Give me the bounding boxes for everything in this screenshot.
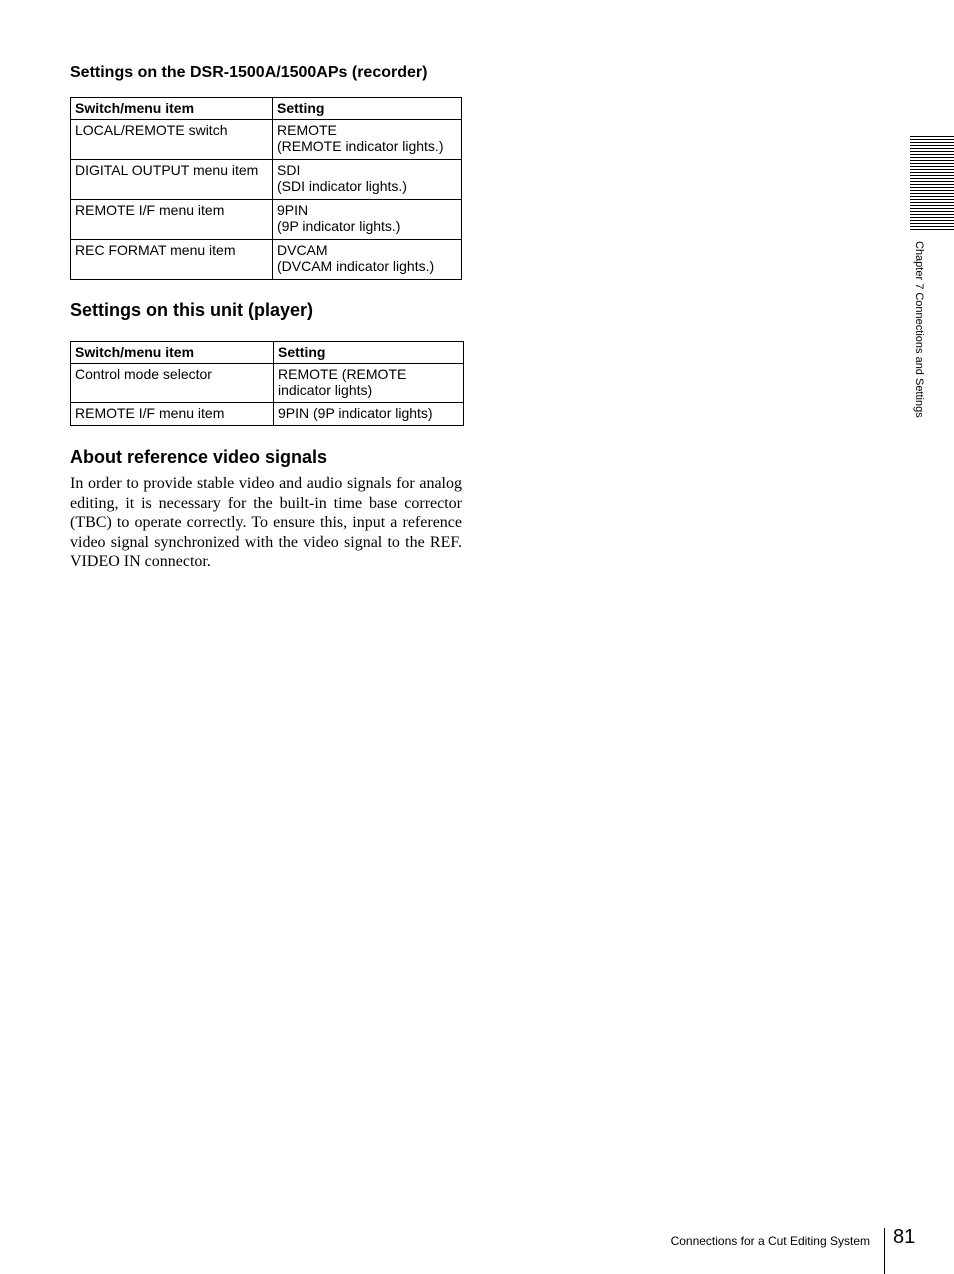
- item-cell: DIGITAL OUTPUT menu item: [71, 160, 273, 200]
- table-row: [71, 240, 462, 280]
- setting-value: REMOTE: [277, 122, 337, 138]
- footer-section-title: Connections for a Cut Editing System: [670, 1234, 870, 1248]
- item-cell: REMOTE I/F menu item: [71, 403, 274, 426]
- table-header-row: [71, 98, 462, 120]
- footer-divider: [884, 1228, 885, 1274]
- item-cell: Control mode selector: [71, 364, 274, 403]
- setting-cell: [273, 120, 462, 160]
- chapter-side-label: Chapter 7 Connections and Settings: [913, 241, 925, 418]
- column-header-setting: Setting: [273, 98, 462, 120]
- table-row: [71, 403, 464, 426]
- player-settings-table: [70, 341, 464, 426]
- setting-note: (9P indicator lights.): [277, 218, 401, 234]
- item-cell: REC FORMAT menu item: [71, 240, 273, 280]
- reference-signals-paragraph: In order to provide stable video and audio signals for analog editing, it is necessary for the built-in time base corrector (TBC) to operate correctly. To ensure this, input a reference video signal synchronized with the video signal to the REF. VIDEO IN connector.: [70, 475, 462, 570]
- player-settings-heading: Settings on this unit (player): [70, 300, 314, 320]
- table-row: [71, 200, 462, 240]
- setting-note: (REMOTE indicator lights.): [277, 138, 444, 154]
- setting-value: SDI: [277, 162, 301, 178]
- recorder-settings-heading: Settings on the DSR-1500A/1500APs (recorder): [70, 64, 428, 81]
- setting-note: (SDI indicator lights.): [277, 178, 407, 194]
- table-row: [71, 160, 462, 200]
- setting-cell: [273, 160, 462, 200]
- column-header-item: Switch/menu item: [71, 98, 273, 120]
- page-number: 81: [893, 1226, 916, 1248]
- column-header-setting: Setting: [274, 342, 464, 364]
- table-row: [71, 364, 464, 403]
- setting-value: DVCAM: [277, 242, 328, 258]
- setting-cell: 9PIN (9P indicator lights): [274, 403, 464, 426]
- setting-cell: [273, 240, 462, 280]
- setting-value: 9PIN: [277, 202, 309, 218]
- item-cell: REMOTE I/F menu item: [71, 200, 273, 240]
- setting-cell: [273, 200, 462, 240]
- table-row: [71, 120, 462, 160]
- table-header-row: [71, 342, 464, 364]
- recorder-settings-table: [70, 97, 462, 280]
- chapter-tab-marker: [910, 136, 954, 230]
- item-cell: LOCAL/REMOTE switch: [71, 120, 273, 160]
- reference-signals-heading: About reference video signals: [70, 447, 328, 467]
- column-header-item: Switch/menu item: [71, 342, 274, 364]
- setting-note: (DVCAM indicator lights.): [277, 258, 435, 274]
- setting-cell: REMOTE (REMOTE indicator lights): [274, 364, 464, 403]
